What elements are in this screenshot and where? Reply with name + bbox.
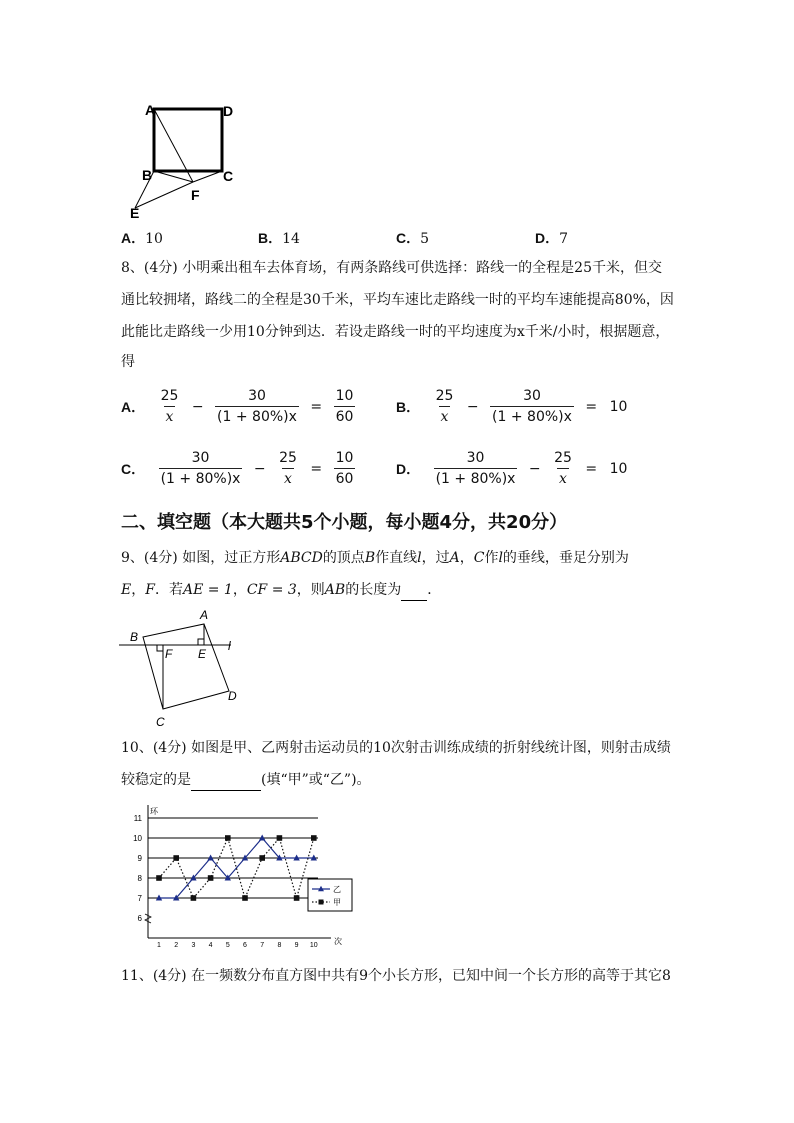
y-tick-label: 10 [133,834,142,843]
x-tick-label: 5 [225,942,230,949]
data-point [225,835,231,841]
legend-box [308,879,352,911]
x-tick-label: 8 [277,942,282,949]
answer-blank[interactable] [401,580,427,601]
q7-option-d [535,228,568,248]
q8-line-2: 通比较拥堵，路线二的全程是30千米，平均车速比走路线一时的平均车速能提高80%，因 [121,292,674,308]
option-value: 10 [145,231,163,247]
q8-line-3: 此能比走路线一少用10分钟到达．若设走路线一时的平均速度为x千米/小时，根据题意， [121,324,670,340]
y-tick-label: 8 [137,874,142,883]
legend-label: 甲 [333,898,341,907]
data-point [208,875,214,881]
x-tick-label: 2 [174,942,179,949]
x-tick-label: 9 [294,942,299,949]
y-axis-label: 环 [150,807,158,816]
q7-label-c: C [223,168,234,184]
q8-option-a: A． $\frac{25}{x}$ − $\frac{30}{(1 + 80\%)x}$ = $\frac{10}{60}$ [121,388,354,425]
fraction: $\frac{30}{(1 + 80\%)x}$ [217,388,297,425]
option-value: 7 [559,231,569,247]
option-letter: A． [121,230,146,246]
q11-line-1: 11、(4分) 在一频数分布直方图中共有9个小长方形，已知中间一个长方形的高等于其它8 [121,968,671,984]
fraction: $\frac{30}{(1 + 80\%)x}$ [492,388,572,425]
q8-option-c: C． $\frac{30}{(1 + 80\%)x}$ − $\frac{25}{x}$ = $\frac{10}{60}$ [121,450,354,487]
q9-line-2: E，F．若AE = 1，CF = 3，则AB的长度为 ． [121,580,441,601]
fraction: $\frac{30}{(1 + 80\%)x}$ [435,450,516,487]
fraction: $\frac{25}{x}$ [279,450,297,487]
option-letter: B． [258,230,283,246]
q8-option-d: D． $\frac{30}{(1 + 80\%)x}$ − $\frac{25}{x}$ = 10 [396,450,628,487]
data-point [242,895,248,901]
data-point [277,835,283,841]
option-letter: D． [535,230,560,246]
q9-label-f: F [165,647,173,661]
q9-label-a: A [200,608,209,622]
fraction: $\frac{25}{x}$ [160,388,179,425]
q9-label-b: B [130,630,139,644]
q7-option-c [396,228,429,248]
x-tick-label: 1 [157,942,161,949]
q7-label-e: E [130,205,140,221]
x-tick-label: 7 [260,942,265,949]
q9-label-l: l [228,639,231,653]
q7-label-a: A [145,102,156,118]
option-letter: A． [121,398,146,415]
axis-break [145,914,151,923]
fraction: $\frac{10}{60}$ [335,450,354,487]
chart-legend [308,879,352,911]
q9-figure [116,606,256,732]
data-point [173,855,179,861]
legend-label: 乙 [333,885,341,894]
q7-label-f: F [191,187,200,203]
data-point [259,855,265,861]
option-letter: D． [396,460,421,477]
q8-option-b: B． $\frac{25}{x}$ − $\frac{30}{(1 + 80\%)x}$ = 10 [396,388,628,425]
q10-line-2: 较稳定的是 (填“甲”或“乙”)。 [121,770,371,791]
data-point [156,875,162,881]
series-line-1 [159,838,314,898]
x-axis-label: 次 [334,937,342,946]
fraction: $\frac{10}{60}$ [335,388,354,425]
q8-line-1: 8、(4分) 小明乘出租车去体育场，有两条路线可供选择：路线一的全程是25千米，但交 [121,260,663,276]
x-tick-label: 3 [191,942,196,949]
option-letter: C． [121,460,146,477]
shooting-score-chart [126,800,356,950]
option-value: 5 [420,231,430,247]
fraction: $\frac{25}{x}$ [435,388,454,425]
q9-label-d: D [228,689,237,703]
q9-label-c: C [156,715,165,729]
option-letter: B． [396,398,421,415]
y-tick-label: 11 [133,814,142,823]
q8-line-4: 得 [121,354,135,370]
legend-marker [319,900,324,905]
x-tick-label: 4 [208,942,213,949]
y-tick-label: 6 [137,914,142,923]
x-tick-label: 10 [309,942,318,949]
x-tick-label: 6 [243,942,247,949]
chart-series [156,835,317,901]
chart-axes [133,805,331,949]
fraction: $\frac{25}{x}$ [554,450,572,487]
q7-option-a [121,228,163,248]
answer-blank[interactable] [191,770,261,791]
data-point [311,835,317,841]
q9-label-e: E [198,647,207,661]
fraction: $\frac{30}{(1 + 80\%)x}$ [160,450,241,487]
option-value: 14 [282,231,300,247]
q7-figure [125,96,250,221]
y-tick-label: 7 [137,894,142,903]
option-letter: C． [396,230,421,246]
q7-option-b [258,228,300,248]
data-point [294,895,300,901]
data-point [191,895,197,901]
q7-label-b: B [142,167,153,183]
y-tick-label: 9 [137,854,142,863]
q10-line-1: 10、(4分) 如图是甲、乙两射击运动员的10次射击训练成绩的折射线统计图，则射击成绩 [121,740,671,756]
q9-line-1: 9、(4分) 如图，过正方形ABCD的顶点B作直线l，过A，C作l的垂线，垂足分别为 [121,550,629,566]
q7-label-d: D [223,103,234,119]
section-title: 二、填空题（本大题共5个小题，每小题4分，共20分） [121,512,568,533]
